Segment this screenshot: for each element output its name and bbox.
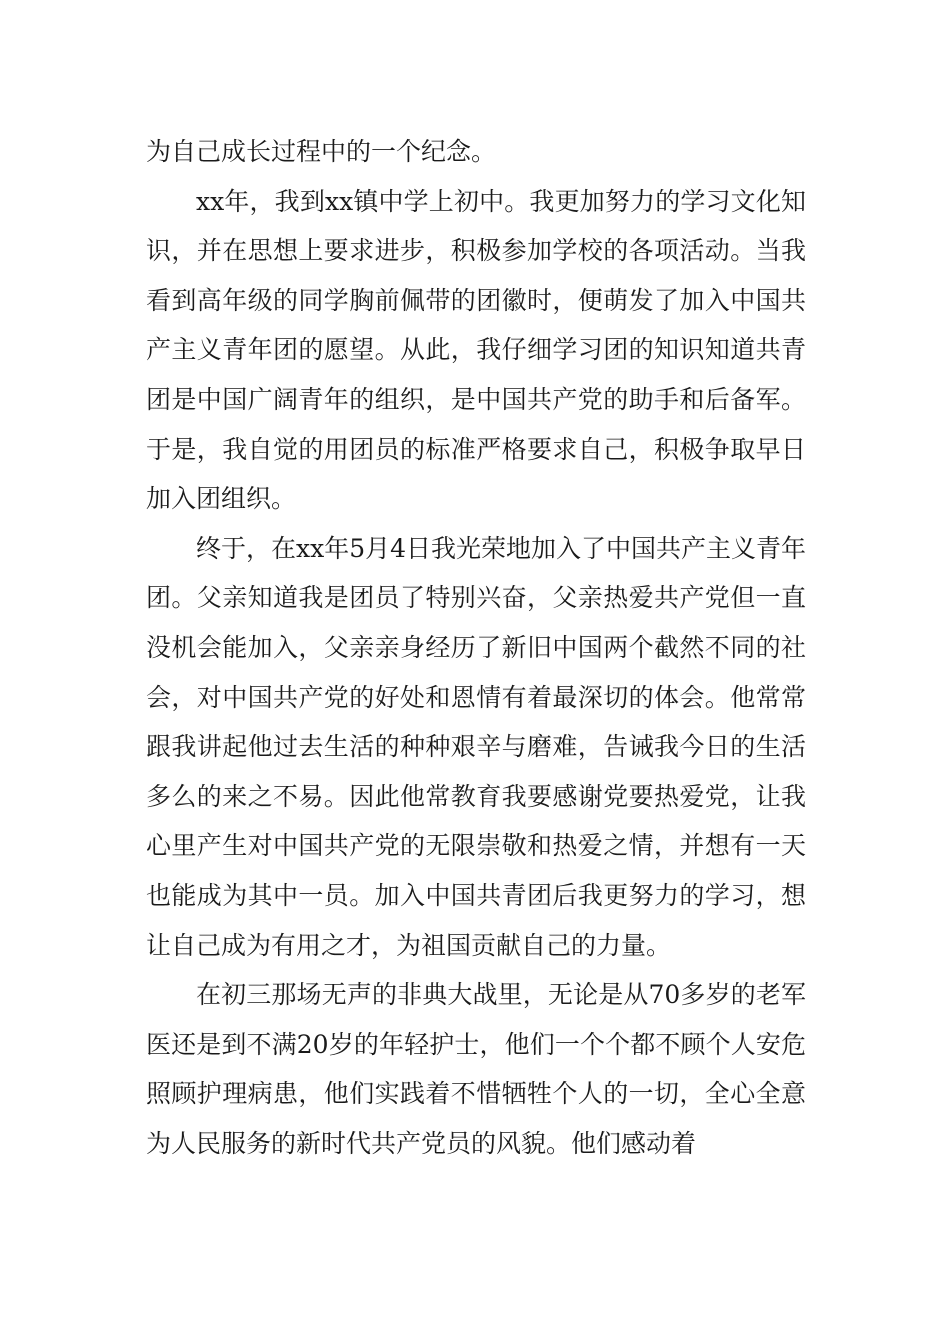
paragraph-2: xx年，我到xx镇中学上初中。我更加努力的学习文化知识，并在思想上要求进步，积极参加学校的各项活动。当我看到高年级的同学胸前佩带的团徽时，便萌发了加入中国共产主义青年团的愿望。从此，我仔细学习团的知识知道共青团是中国广阔青年的组织，是中国共产党的助手和后备军。于是，我自觉的用团员的标准严格要求自己，积极争取早日加入团组织。 bbox=[146, 186, 806, 514]
paragraph-3: 终于，在xx年5月4日我光荣地加入了中国共产主义青年团。父亲知道我是团员了特别兴奋，父亲热爱共产党但一直没机会能加入，父亲亲身经历了新旧中国两个截然不同的社会，对中国共产党的好处和恩情有着最深切的体会。他常常跟我讲起他过去生活的种种艰辛与磨难，告诫我今日的生活多么的来之不易。因此他常教育我要感谢党要热爱党，让我心里产生对中国共产党的无限崇敬和热爱之情，并想有一天也能成为其中一员。加入中国共青团后我更努力的学习，想让自己成为有用之才，为祖国贡献自己的力量。 bbox=[146, 533, 807, 960]
paragraph-1: 为自己成长过程中的一个纪念。 bbox=[146, 137, 497, 166]
paragraph-4: 在初三那场无声的非典大战里，无论是从70多岁的老军医还是到不满20岁的年轻护士，他们一个个都不顾个人安危照顾护理病患，他们实践着不惜牺牲个人的一切，全心全意为人民服务的新时代共产党员的风貌。他们感动着 bbox=[146, 980, 806, 1158]
document-body bbox=[146, 127, 806, 1168]
